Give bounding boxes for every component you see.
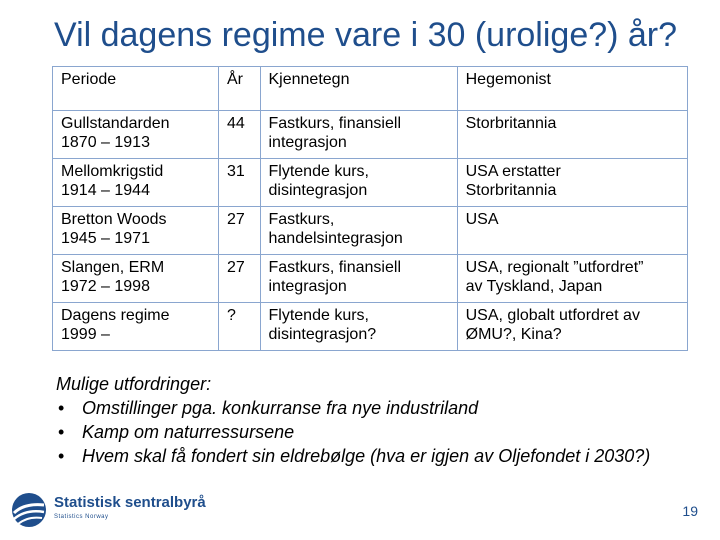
cell-kjennetegn: Flytende kurs, disintegrasjon	[260, 159, 457, 207]
table-row	[53, 255, 688, 303]
table-row	[53, 207, 688, 255]
cell-kjennetegn: Fastkurs, finansiell integrasjon	[260, 111, 457, 159]
header-periode: Periode	[53, 67, 219, 111]
cell-periode: Bretton Woods 1945 – 1971	[53, 207, 219, 255]
logo-subtitle: Statistics Norway	[54, 514, 109, 520]
cell-hegemonist: USA	[457, 207, 687, 255]
cell-kjennetegn: Fastkurs, finansiell integrasjon	[260, 255, 457, 303]
ssb-logo-icon	[10, 491, 48, 529]
ssb-logo	[10, 491, 210, 531]
logo-name: Statistisk sentralbyrå	[54, 494, 206, 511]
table-row	[53, 111, 688, 159]
cell-hegemonist: USA, regionalt ”utfordret” av Tyskland, Japan	[457, 255, 687, 303]
table-row	[53, 159, 688, 207]
cell-periode: Slangen, ERM 1972 – 1998	[53, 255, 219, 303]
cell-ar: 44	[219, 111, 261, 159]
cell-periode: Mellomkrigstid 1914 – 1944	[53, 159, 219, 207]
cell-kjennetegn: Fastkurs, handelsintegrasjon	[260, 207, 457, 255]
cell-ar: 31	[219, 159, 261, 207]
challenges-list	[56, 396, 676, 468]
page-number: 19	[682, 503, 698, 519]
header-hegemonist: Hegemonist	[457, 67, 687, 111]
challenges-heading: Mulige utfordringer:	[56, 374, 212, 394]
table-header-row	[53, 67, 688, 111]
header-ar: År	[219, 67, 261, 111]
cell-kjennetegn: Flytende kurs, disintegrasjon?	[260, 303, 457, 351]
regime-table	[52, 66, 688, 351]
cell-hegemonist: Storbritannia	[457, 111, 687, 159]
cell-hegemonist: USA, globalt utfordret av ØMU?, Kina?	[457, 303, 687, 351]
cell-periode: Gullstandarden 1870 – 1913	[53, 111, 219, 159]
cell-ar: ?	[219, 303, 261, 351]
cell-periode: Dagens regime 1999 –	[53, 303, 219, 351]
cell-hegemonist: USA erstatter Storbritannia	[457, 159, 687, 207]
list-item: • Omstillinger pga. konkurranse fra nye industriland	[56, 396, 676, 420]
cell-ar: 27	[219, 255, 261, 303]
header-kjennetegn: Kjennetegn	[260, 67, 457, 111]
list-item: • Hvem skal få fondert sin eldrebølge (hva er igjen av Oljefondet i 2030?)	[56, 444, 676, 468]
table-row	[53, 303, 688, 351]
challenges-block	[56, 372, 676, 468]
slide-title: Vil dagens regime vare i 30 (urolige?) år?	[54, 16, 678, 54]
cell-ar: 27	[219, 207, 261, 255]
list-item: • Kamp om naturressursene	[56, 420, 676, 444]
